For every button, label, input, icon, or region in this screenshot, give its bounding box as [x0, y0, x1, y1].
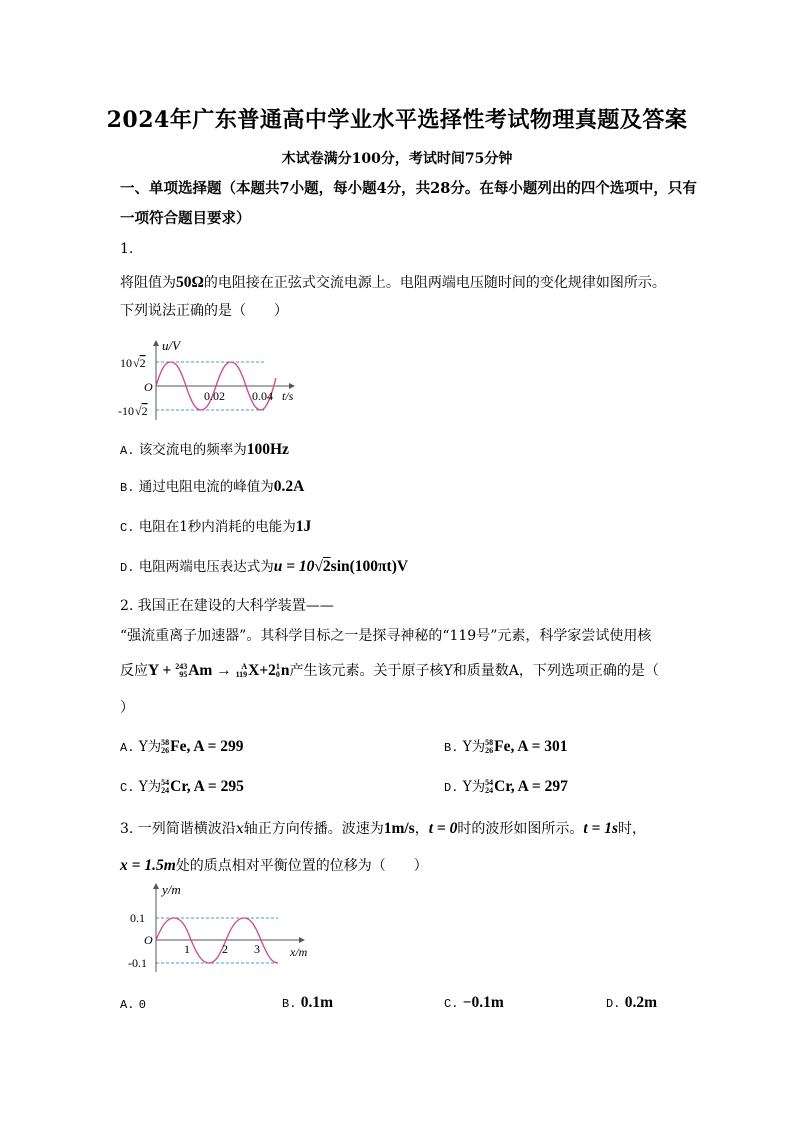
section-heading-line1: 一、单项选择题（本题共7小题，每小题4分，共28分。在每小题列出的四个选项中，只有	[120, 180, 697, 197]
q3-option-c-value: −0.1m	[462, 994, 504, 1011]
q1-xtick-1: 0.02	[204, 389, 225, 403]
page-title: 2024年广东普通高中学业水平选择性考试物理真题及答案	[106, 107, 688, 133]
q1-option-d-letter: D.	[120, 561, 135, 575]
q2-line3-pre: 反应	[120, 663, 148, 679]
q1-option-b-letter: B.	[120, 481, 135, 495]
q3-option-c-letter: C.	[444, 997, 459, 1011]
q2-option-c[interactable]	[120, 775, 244, 796]
q1-option-a[interactable]	[120, 438, 289, 459]
q1-option-b-text: 通过电阻电流的峰值为	[138, 479, 274, 495]
q2-stem-line3	[120, 660, 659, 680]
q1-option-b-math: 0.2A	[273, 478, 305, 495]
q3-ytick-pos: 0.1	[130, 911, 145, 925]
q2-stem-line1: 2. 我国正在建设的大科学装置——	[120, 598, 334, 614]
q2-option-a-text: Y为	[138, 739, 162, 755]
q3-xlabel: x/m	[290, 945, 308, 959]
q3-xtick-3: 3	[254, 942, 260, 956]
q1-option-d[interactable]	[120, 555, 408, 576]
q2-option-b-math: 58 26 Fe, A = 301	[485, 738, 568, 756]
q1-ytick-neg: -10√2	[118, 404, 148, 418]
q2-option-c-math: 54 24 Cr, A = 295	[161, 778, 244, 796]
q2-line3-post: 产生该元素。关于原子核Y和质量数A，下列选项正确的是（	[289, 663, 659, 679]
q1-voltage-graph	[118, 336, 308, 422]
q3-option-d-value: 0.2m	[624, 994, 657, 1011]
q1-option-c-letter: C.	[120, 521, 135, 535]
q1-option-a-math: 100Hz	[246, 441, 289, 458]
q3-option-d[interactable]	[606, 994, 657, 1012]
q1-option-a-letter: A.	[120, 444, 135, 458]
q3-stem-line1: 3. 一列简谐横波沿x轴正方向传播。波速为1m/s，t = 0时的波形如图所示。t = 1s时，	[120, 820, 647, 837]
q2-stem-line4: ）	[120, 700, 134, 716]
q1-resistance: 50Ω	[176, 274, 204, 291]
q1-stem-line1	[120, 272, 666, 292]
q3-ytick-neg: -0.1	[128, 956, 147, 970]
q3-wave-graph	[118, 878, 328, 974]
q2-stem-line2: “强流重离子加速器”。其科学目标之一是探寻神秘的“119号”元素，科学家尝试使用核	[120, 628, 652, 644]
q1-number: 1.	[120, 241, 134, 257]
q3-origin: O	[144, 933, 153, 947]
q2-option-b[interactable]	[444, 735, 568, 756]
q3-option-b[interactable]	[282, 994, 333, 1012]
q1-ylabel: u/V	[162, 338, 181, 353]
q2-option-d-text: Y为	[462, 779, 486, 795]
q1-text-before: 将阻值为	[120, 275, 176, 291]
q2-reaction-equation: Y + 243 95 Am → A 119 X+2 1 0 n	[148, 662, 290, 680]
q3-option-b-value: 0.1m	[300, 994, 333, 1011]
q3-option-c[interactable]	[444, 994, 504, 1012]
q2-option-d-math: 54 24 Cr, A = 297	[485, 778, 568, 796]
q1-option-a-text: 该交流电的频率为	[138, 442, 247, 458]
q1-option-c-math: 1J	[295, 518, 312, 535]
exam-subtitle: 木试卷满分100分，考试时间75分钟	[281, 151, 513, 167]
q2-option-c-text: Y为	[138, 779, 162, 795]
q2-option-a-math: 58 26 Fe, A = 299	[161, 738, 244, 756]
q3-xtick-2: 2	[222, 942, 228, 956]
q1-text-after: 的电阻接在正弦式交流电源上。电阻两端电压随时间的变化规律如图所示。	[203, 275, 666, 291]
q2-option-d-letter: D.	[444, 781, 459, 795]
q2-option-a-letter: A.	[120, 741, 135, 755]
q2-option-b-text: Y为	[462, 739, 486, 755]
section-heading-line2: 一项符合题目要求）	[120, 210, 251, 227]
q1-option-c-text: 电阻在1秒内消耗的电能为	[138, 519, 296, 535]
q1-option-d-math: u = 10√2sin(100πt)V	[273, 558, 409, 575]
q3-option-d-letter: D.	[606, 997, 621, 1011]
q1-stem-line2: 下列说法正确的是（ ）	[120, 303, 288, 319]
q1-xtick-2: 0.04	[252, 389, 273, 403]
q3-option-b-letter: B.	[282, 997, 297, 1011]
q1-option-c[interactable]	[120, 515, 311, 536]
q3-stem-line2: x = 1.5m处的质点相对平衡位置的位移为（ ）	[120, 857, 428, 874]
q3-ylabel: y/m	[162, 882, 181, 897]
q2-option-a[interactable]	[120, 735, 244, 756]
q3-xtick-1: 1	[184, 942, 190, 956]
q2-option-c-letter: C.	[120, 781, 135, 795]
q1-origin: O	[144, 380, 153, 394]
q1-option-b[interactable]	[120, 475, 304, 496]
q2-option-b-letter: B.	[444, 741, 459, 755]
q1-ytick-pos: 10√2	[120, 356, 146, 370]
q1-xlabel: t/s	[282, 389, 294, 403]
q3-option-a-value: 0	[138, 998, 146, 1012]
q3-option-a[interactable]	[120, 996, 146, 1012]
q2-option-d[interactable]	[444, 775, 568, 796]
q3-option-a-letter: A.	[120, 998, 135, 1012]
q1-option-d-text: 电阻两端电压表达式为	[138, 559, 274, 575]
